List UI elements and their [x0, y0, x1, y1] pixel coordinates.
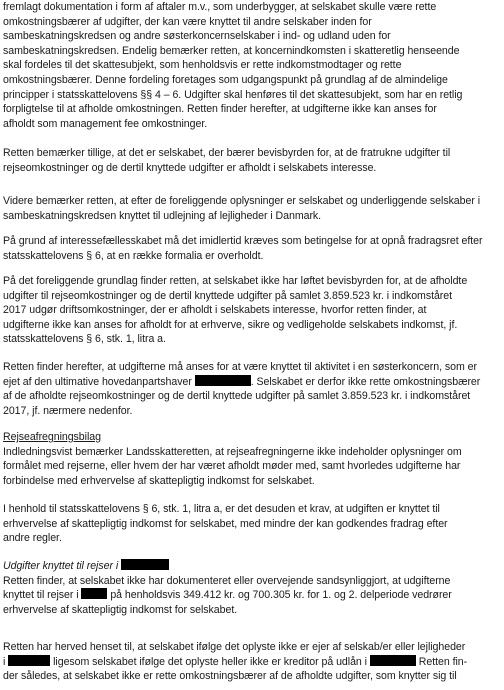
- heading-text: Udgifter knyttet til rejser i: [3, 560, 119, 572]
- text-line: af de afholdte rejseomkostninger og de dertil knyttede udgifter på samlet 3.859.523 kr. i indkomståret: [3, 390, 471, 403]
- redaction-block: [195, 375, 251, 386]
- redaction-block: [8, 655, 50, 666]
- text-line: 2017, jf. nærmere nedenfor.: [3, 404, 133, 417]
- text-line: principper i statsskattelovens §§ 4 – 6. Udgifter skal henføres til det skattesubjekt, som har en retlig: [3, 88, 463, 101]
- text-line: Retten bemærker tillige, at det er selskabet, der bærer bevisbyrden for, at de fratrukne udgifter til: [3, 147, 451, 159]
- text-line: sambeskatningskredsen. Endelig bemærker retten, at koncernindkomsten i skatteretlig henseende: [3, 44, 460, 57]
- text-line: [3, 588, 501, 603]
- paragraph-requirement: [3, 502, 501, 546]
- text-line: statsskattelovens § 6, stk. 1, litra a.: [3, 333, 166, 346]
- section-heading: Rejseafregningsbilag: [3, 431, 101, 443]
- text-line: fremlagt dokumentation i form af aftaler m.v., som underbygger, at selskabet skulle være rette: [3, 1, 437, 13]
- text-line: afholdt som management fee omkostninger.: [3, 117, 208, 130]
- text-line: udgifter til rejseomkostninger og de dertil knyttede udgifter på samlet 3.859.523 kr. i indkomståret: [3, 289, 453, 302]
- text-line: der således, at selskabet ikke er rette omkostningsbærer af de afholdte udgifter, som knytter sig til: [3, 670, 457, 683]
- document-page: [3, 0, 501, 690]
- text-line: forpligtelse til at afholde omkostningen. Retten finder herefter, at udgifterne ikke kan anses for: [3, 103, 437, 116]
- text-line: erhvervelse af skattepligtig indkomst for selskabet.: [3, 603, 238, 616]
- text-line: Retten finder, at selskabet ikke har dokumenteret eller overvejende sandsynliggjort, at udgifterne: [3, 574, 451, 587]
- redaction-block: [121, 559, 169, 570]
- text-line: På det foreliggende grundlag finder retten, at selskabet ikke har løftet bevisbyrden for, at de afholdte: [3, 275, 468, 287]
- text-segment: på henholdsvis 349.412 kr. og 700.305 kr. for 1. og 2. delperiode vedrører: [110, 589, 452, 602]
- paragraph-burden-of-proof: [3, 146, 501, 175]
- redaction-block: [370, 655, 416, 666]
- text-line: forbindelse med erhvervelse af skattepligtig indkomst for selskabet.: [3, 474, 315, 487]
- text-segment: i: [3, 655, 6, 668]
- paragraph-not-proven: [3, 274, 501, 347]
- text-line: formålet med rejserne, eller hvem der har været afholdt møder med, samt hvorledes udgifterne har: [3, 460, 461, 473]
- text-line: Retten finder herefter, at udgifterne må anses for at være knyttet til aktivitet i en søsterkoncern, som er: [3, 361, 477, 373]
- section-trip-expenses: [3, 559, 501, 617]
- text-line: [3, 375, 501, 390]
- redaction-block: [81, 588, 107, 599]
- text-segment: knyttet til rejser i: [3, 589, 79, 602]
- paragraph-sister-concern: [3, 360, 501, 418]
- text-segment: ligesom selskabet ifølge det oplyste heller ikke er kreditor på udlån i: [53, 655, 367, 668]
- section-heading: [3, 559, 501, 574]
- text-line: erhvervelse af skattepligtig indkomst for selskabet, med mindre der kan godkendes fradrag efter: [3, 517, 448, 530]
- text-segment: ejet af den ultimative hovedanpartshaver: [3, 375, 192, 388]
- text-line: skal fordeles til det skattesubjekt, som henholdsvis er rette indkomstmodtager og rette: [3, 59, 402, 72]
- text-line: rejseomkostninger og de dertil knyttede udgifter er afholdt i selskabets interesse.: [3, 161, 377, 174]
- text-line: sambeskatningskredsen og andre søsterkoncernselskaber i ind- og udland uden for: [3, 30, 391, 43]
- text-line: andre regler.: [3, 532, 62, 545]
- text-segment: Retten fin-: [418, 655, 468, 668]
- text-line: Indledningsvist bemærker Landsskatteretten, at rejseafregningerne ikke indeholder oplysninger om: [3, 445, 462, 458]
- paragraph-formalia: [3, 234, 501, 263]
- text-line: omkostningsbærer af udgifter, der kan være knyttet til andre selskaber inden for: [3, 15, 372, 28]
- paragraph-cost-allocation: [3, 0, 501, 131]
- text-line: I henhold til statsskattelovens § 6, stk. 1, litra a, er det desuden et krav, at udgiften er knyttet til: [3, 503, 440, 515]
- section-travel-receipts: [3, 430, 501, 488]
- text-line: [3, 655, 501, 670]
- text-line: sambeskatningskredsen knyttet til udlejning af lejligheder i Danmark.: [3, 209, 322, 222]
- text-segment: . Selskabet er derfor ikke rette omkostningsbærer: [250, 375, 481, 388]
- text-line: 2017 udgør driftsomkostninger, der er afholdt i selskabets interesse, hvorfor retten finder, at: [3, 304, 427, 317]
- text-line: Videre bemærker retten, at efter de foreliggende oplysninger er selskabet og underliggende selskaber i: [3, 195, 481, 207]
- text-line: udgifterne ikke kan anses for afholdt for at erhverve, sikre og vedligeholde selskabets indkomst, jf.: [3, 318, 458, 331]
- text-line: Retten har herved henset til, at selskabet ifølge det oplyste ikke er ejer af selskab/er eller lejligheder: [3, 641, 466, 653]
- text-line: omkostningsbærer. Denne fordeling foretages som udgangspunkt på grundlag af de almindelige: [3, 73, 448, 86]
- text-line: statsskattelovens § 6, at en række formalia er overholdt.: [3, 249, 264, 262]
- paragraph-final: [3, 640, 501, 684]
- paragraph-subsidiary-rental: [3, 194, 501, 223]
- text-line: På grund af interessefællesskabet må det imidlertid kræves som betingelse for at opnå fradragsret efter: [3, 235, 483, 247]
